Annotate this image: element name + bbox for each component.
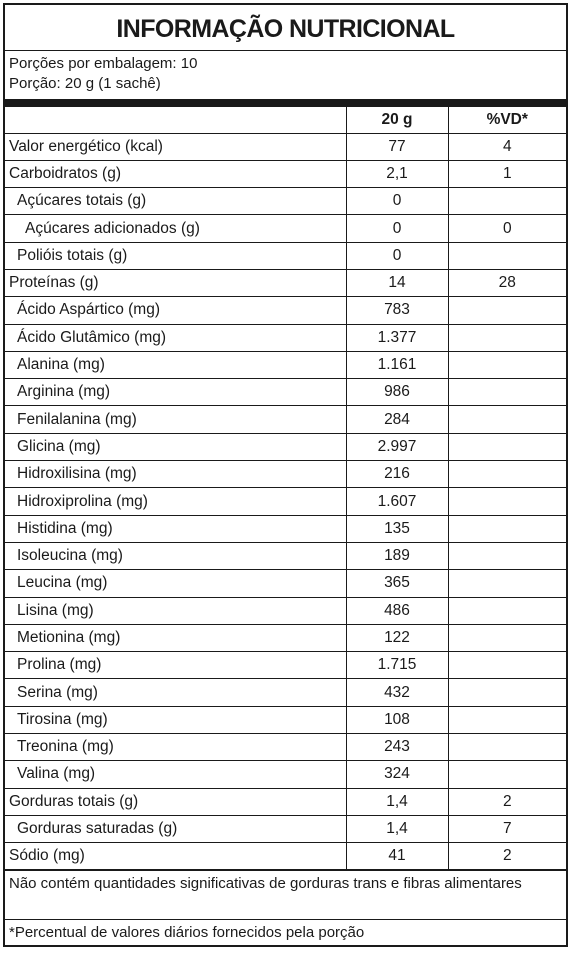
table-row bbox=[5, 706, 566, 733]
nutrient-dv bbox=[448, 734, 566, 761]
table-row bbox=[5, 515, 566, 542]
nutrient-name: Hidroxilisina (mg) bbox=[5, 461, 346, 488]
nutrient-name: Hidroxiprolina (mg) bbox=[5, 488, 346, 515]
nutrient-amount: 1.715 bbox=[346, 652, 448, 679]
nutrient-dv bbox=[448, 761, 566, 788]
nutrient-amount: 1.377 bbox=[346, 324, 448, 351]
nutrient-dv bbox=[448, 461, 566, 488]
table-row bbox=[5, 570, 566, 597]
nutrient-dv bbox=[448, 624, 566, 651]
nutrient-dv: 0 bbox=[448, 215, 566, 242]
nutrient-dv: 1 bbox=[448, 160, 566, 187]
nutrient-dv bbox=[448, 542, 566, 569]
nutrient-amount: 1.161 bbox=[346, 351, 448, 378]
trans-fat-footnote: Não contém quantidades significativas de gorduras trans e fibras alimentares bbox=[5, 871, 566, 920]
nutrient-name: Alanina (mg) bbox=[5, 351, 346, 378]
nutrient-amount: 41 bbox=[346, 843, 448, 870]
nutrient-amount: 324 bbox=[346, 761, 448, 788]
nutrient-amount: 284 bbox=[346, 406, 448, 433]
serving-size: Porção: 20 g (1 sachê) bbox=[9, 75, 161, 92]
table-row bbox=[5, 433, 566, 460]
table-row bbox=[5, 242, 566, 269]
nutrient-amount: 783 bbox=[346, 297, 448, 324]
dv-footnote: *Percentual de valores diários fornecidos pela porção bbox=[9, 924, 365, 942]
nutrient-dv bbox=[448, 706, 566, 733]
nutrient-dv bbox=[448, 488, 566, 515]
nutrient-amount: 2.997 bbox=[346, 433, 448, 460]
nutrient-amount: 432 bbox=[346, 679, 448, 706]
nutrient-name: Leucina (mg) bbox=[5, 570, 346, 597]
nutrient-name: Isoleucina (mg) bbox=[5, 542, 346, 569]
nutrient-dv: 7 bbox=[448, 815, 566, 842]
table-row bbox=[5, 379, 566, 406]
nutrient-rows bbox=[5, 133, 566, 870]
nutrient-table bbox=[5, 107, 566, 871]
table-row bbox=[5, 324, 566, 351]
nutrient-amount: 0 bbox=[346, 188, 448, 215]
table-row bbox=[5, 406, 566, 433]
nutrient-name: Valina (mg) bbox=[5, 761, 346, 788]
table-header-row bbox=[5, 107, 566, 133]
table-row bbox=[5, 297, 566, 324]
nutrient-name: Ácido Glutâmico (mg) bbox=[5, 324, 346, 351]
table-row bbox=[5, 461, 566, 488]
nutrient-dv bbox=[448, 406, 566, 433]
table-row bbox=[5, 160, 566, 187]
nutrient-name: Prolina (mg) bbox=[5, 652, 346, 679]
nutrient-name: Treonina (mg) bbox=[5, 734, 346, 761]
nutrient-amount: 1.607 bbox=[346, 488, 448, 515]
nutrient-name: Serina (mg) bbox=[5, 679, 346, 706]
nutrient-dv bbox=[448, 679, 566, 706]
nutrient-name: Lisina (mg) bbox=[5, 597, 346, 624]
nutrient-name: Fenilalanina (mg) bbox=[5, 406, 346, 433]
nutrient-dv: 2 bbox=[448, 843, 566, 870]
nutrient-name: Tirosina (mg) bbox=[5, 706, 346, 733]
nutrient-name: Sódio (mg) bbox=[5, 843, 346, 870]
nutrient-amount: 135 bbox=[346, 515, 448, 542]
nutrient-name: Metionina (mg) bbox=[5, 624, 346, 651]
nutrient-dv bbox=[448, 433, 566, 460]
servings-per-package: Porções por embalagem: 10 bbox=[9, 55, 198, 72]
nutrient-name: Histidina (mg) bbox=[5, 515, 346, 542]
nutrient-amount: 1,4 bbox=[346, 815, 448, 842]
nutrient-name: Açúcares totais (g) bbox=[5, 188, 346, 215]
nutrient-name: Arginina (mg) bbox=[5, 379, 346, 406]
nutrient-dv bbox=[448, 379, 566, 406]
nutrient-dv bbox=[448, 515, 566, 542]
nutrient-amount: 216 bbox=[346, 461, 448, 488]
nutrient-name: Ácido Aspártico (mg) bbox=[5, 297, 346, 324]
nutrient-name: Valor energético (kcal) bbox=[5, 133, 346, 160]
table-row bbox=[5, 652, 566, 679]
nutrient-dv bbox=[448, 351, 566, 378]
nutrient-amount: 189 bbox=[346, 542, 448, 569]
table-row bbox=[5, 542, 566, 569]
nutrient-name: Glicina (mg) bbox=[5, 433, 346, 460]
header-dv: %VD* bbox=[448, 107, 566, 133]
nutrient-name: Carboidratos (g) bbox=[5, 160, 346, 187]
nutrient-dv bbox=[448, 297, 566, 324]
nutrient-amount: 108 bbox=[346, 706, 448, 733]
table-row bbox=[5, 133, 566, 160]
nutrient-dv bbox=[448, 652, 566, 679]
nutrient-amount: 0 bbox=[346, 215, 448, 242]
nutrient-amount: 14 bbox=[346, 269, 448, 296]
table-row bbox=[5, 679, 566, 706]
table-row bbox=[5, 188, 566, 215]
nutrient-dv bbox=[448, 242, 566, 269]
table-row bbox=[5, 734, 566, 761]
nutrient-amount: 243 bbox=[346, 734, 448, 761]
nutrient-dv: 4 bbox=[448, 133, 566, 160]
nutrient-name: Gorduras totais (g) bbox=[5, 788, 346, 815]
nutrient-amount: 986 bbox=[346, 379, 448, 406]
nutrient-dv bbox=[448, 570, 566, 597]
table-row bbox=[5, 597, 566, 624]
header-nutrient bbox=[5, 107, 346, 133]
nutrient-amount: 0 bbox=[346, 242, 448, 269]
nutrient-amount: 365 bbox=[346, 570, 448, 597]
nutrient-dv bbox=[448, 597, 566, 624]
panel-title: INFORMAÇÃO NUTRICIONAL bbox=[5, 5, 566, 51]
nutrient-amount: 1,4 bbox=[346, 788, 448, 815]
nutrient-name: Proteínas (g) bbox=[5, 269, 346, 296]
table-row bbox=[5, 761, 566, 788]
nutrient-amount: 77 bbox=[346, 133, 448, 160]
table-row bbox=[5, 215, 566, 242]
table-row bbox=[5, 788, 566, 815]
table-row bbox=[5, 843, 566, 870]
nutrient-dv bbox=[448, 188, 566, 215]
table-row bbox=[5, 488, 566, 515]
table-row bbox=[5, 815, 566, 842]
serving-info bbox=[5, 51, 566, 99]
nutrient-dv bbox=[448, 324, 566, 351]
table-row bbox=[5, 269, 566, 296]
nutrient-name: Açúcares adicionados (g) bbox=[5, 215, 346, 242]
nutrient-dv: 2 bbox=[448, 788, 566, 815]
table-row bbox=[5, 351, 566, 378]
nutrient-amount: 2,1 bbox=[346, 160, 448, 187]
nutrient-name: Polióis totais (g) bbox=[5, 242, 346, 269]
nutrient-amount: 122 bbox=[346, 624, 448, 651]
thick-divider bbox=[5, 99, 566, 107]
nutrient-amount: 486 bbox=[346, 597, 448, 624]
nutrition-facts-panel bbox=[3, 3, 568, 947]
nutrient-dv: 28 bbox=[448, 269, 566, 296]
header-amount: 20 g bbox=[346, 107, 448, 133]
nutrient-name: Gorduras saturadas (g) bbox=[5, 815, 346, 842]
table-row bbox=[5, 624, 566, 651]
